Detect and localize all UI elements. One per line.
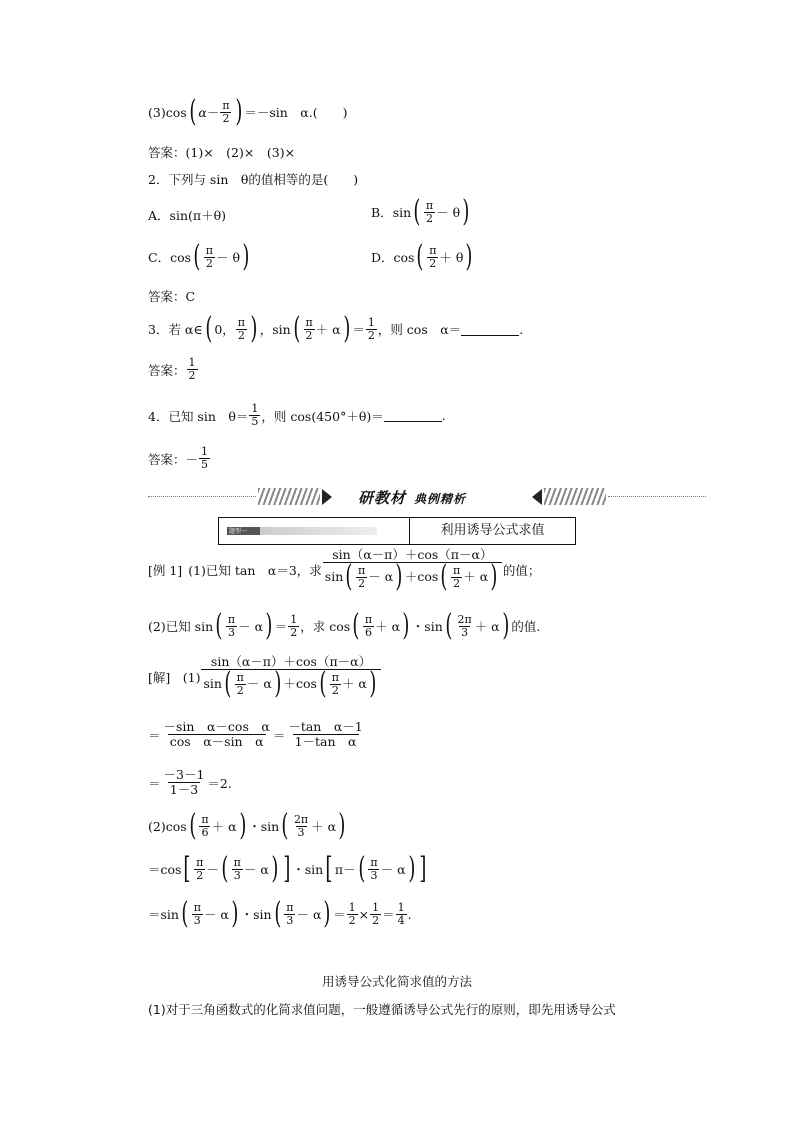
q3-statement bbox=[148, 94, 348, 129]
topic-tag-bar bbox=[227, 527, 377, 535]
q4-statement bbox=[148, 403, 446, 428]
num: π bbox=[227, 612, 236, 626]
cos-text: ，求 cos bbox=[300, 619, 351, 634]
num: π bbox=[425, 198, 434, 212]
fraction bbox=[199, 446, 210, 471]
equals: ＝ bbox=[274, 619, 288, 634]
minus-alpha: － α bbox=[243, 862, 269, 877]
paren-left: ( bbox=[215, 608, 223, 643]
den: 3 bbox=[233, 868, 241, 882]
minus: － bbox=[206, 105, 220, 120]
zero: 0， bbox=[214, 322, 235, 337]
den: 2 bbox=[425, 211, 433, 225]
paren-right: ) bbox=[271, 851, 279, 886]
answer-4 bbox=[148, 446, 211, 471]
answer-2: 答案：C bbox=[148, 289, 196, 304]
den: 3 bbox=[370, 868, 378, 882]
stripe-decoration-right bbox=[544, 488, 606, 505]
paren-left: ( bbox=[193, 239, 201, 274]
pi-over-2 bbox=[220, 100, 231, 125]
two-pi-over-3 bbox=[455, 614, 473, 639]
answer-3 bbox=[148, 357, 199, 382]
q3-rhs: ＝－sin α.( ) bbox=[244, 105, 348, 120]
num: 2π bbox=[293, 812, 309, 826]
result: ＝2. bbox=[207, 775, 232, 791]
num: －tan α－1 bbox=[288, 719, 363, 734]
plus-alpha: ＋ α bbox=[315, 322, 341, 337]
equals: ＝ bbox=[382, 907, 395, 922]
paren-right: ) bbox=[465, 239, 473, 274]
num: －3－1 bbox=[163, 767, 205, 782]
num: π bbox=[305, 315, 313, 329]
num: π bbox=[196, 855, 204, 869]
den: 2 bbox=[372, 913, 380, 927]
pi-over-3 bbox=[284, 902, 295, 927]
pi-over-2 bbox=[303, 317, 314, 342]
paren-left: ( bbox=[181, 896, 189, 931]
denominator bbox=[201, 666, 380, 701]
topic-title: 利用诱导公式求值 bbox=[440, 523, 545, 538]
num: －sin α－cos α bbox=[163, 719, 270, 734]
num: π bbox=[331, 670, 339, 684]
q3b-statement bbox=[148, 311, 524, 346]
label: D．cos bbox=[371, 250, 415, 265]
bracket-right: ] bbox=[282, 851, 290, 886]
den: 2 bbox=[222, 111, 230, 125]
bracket-left: [ bbox=[183, 851, 191, 886]
paren-right: ) bbox=[265, 608, 273, 643]
den: 6 bbox=[201, 825, 209, 839]
pi-over-2 bbox=[356, 565, 367, 590]
tail: － θ bbox=[436, 205, 461, 220]
alpha: α bbox=[198, 104, 207, 120]
num: 1 bbox=[348, 900, 356, 914]
label: C．cos bbox=[148, 250, 192, 265]
paren-left: ( bbox=[281, 808, 289, 843]
fraction bbox=[286, 720, 364, 749]
cos-text: cos bbox=[165, 104, 187, 120]
solution-line-1 bbox=[148, 654, 382, 701]
num: π bbox=[222, 98, 230, 112]
pi-over-6 bbox=[199, 814, 210, 839]
num: 1 bbox=[290, 612, 298, 626]
plus-alpha: ＋ α bbox=[311, 819, 337, 834]
num: π bbox=[237, 315, 246, 329]
num: 2π bbox=[457, 612, 472, 626]
den: 2 bbox=[236, 683, 244, 697]
paren-left: ( bbox=[273, 896, 281, 931]
pi-over-2 bbox=[235, 672, 246, 697]
paren-right: ) bbox=[234, 94, 242, 129]
fraction bbox=[187, 357, 198, 382]
sin-text: ・sin bbox=[292, 862, 324, 877]
den: 2 bbox=[348, 913, 356, 927]
q2-option-a: A．sin(π＋θ) bbox=[148, 208, 226, 223]
sin-text: ，sin bbox=[259, 322, 291, 337]
den: 2 bbox=[237, 328, 245, 342]
example-label: [例 1] bbox=[148, 562, 183, 578]
one-half bbox=[347, 902, 358, 927]
paren-right: ) bbox=[369, 666, 377, 701]
plus-alpha: ＋ α bbox=[474, 619, 500, 634]
den: 2 bbox=[429, 256, 437, 270]
paren-left: ( bbox=[345, 559, 353, 594]
numerator: sin（α－π）＋cos（π－α） bbox=[332, 547, 493, 562]
num: π bbox=[233, 855, 241, 869]
paren-right: ) bbox=[238, 808, 246, 843]
den: 2 bbox=[196, 868, 204, 882]
den: 2 bbox=[305, 328, 313, 342]
num: π bbox=[364, 612, 373, 626]
paren-left: ( bbox=[352, 608, 360, 643]
equals: ＝ bbox=[352, 322, 365, 337]
num: 1 bbox=[188, 356, 196, 369]
lead: (1)已知 tan α＝3，求 bbox=[188, 562, 322, 578]
den: 3 bbox=[227, 625, 235, 639]
num: 1 bbox=[367, 315, 375, 329]
cos-text: ＋cos bbox=[404, 569, 439, 584]
big-fraction bbox=[323, 547, 502, 594]
lead: 3．若 α∈ bbox=[148, 322, 203, 337]
stripe-decoration-left bbox=[258, 488, 320, 505]
paren-right: ) bbox=[462, 194, 470, 229]
pi-minus: π－ bbox=[334, 862, 356, 877]
pi-over-2 bbox=[194, 857, 205, 882]
paren-left: ( bbox=[224, 666, 232, 701]
plus-alpha: ＋ α bbox=[463, 569, 489, 584]
pi-over-2 bbox=[451, 565, 462, 590]
title: 研教材 bbox=[358, 489, 407, 507]
minus-alpha: － α bbox=[380, 862, 406, 877]
den: 3 bbox=[461, 625, 469, 639]
paren-left: ( bbox=[440, 559, 448, 594]
tail: ＋ θ bbox=[439, 250, 464, 265]
den: 2 bbox=[290, 625, 298, 639]
paren-right: ) bbox=[407, 851, 415, 886]
minus-alpha: － α bbox=[238, 619, 264, 634]
pi-over-3 bbox=[232, 857, 243, 882]
sin-text: ・sin bbox=[240, 907, 272, 922]
arrow-right-icon bbox=[322, 489, 332, 505]
den: 5 bbox=[201, 458, 209, 471]
equals: ＝ bbox=[333, 907, 346, 922]
num: π bbox=[201, 812, 209, 826]
big-fraction bbox=[201, 654, 380, 701]
tail: ，则 cos α＝ bbox=[377, 322, 462, 337]
subtitle: 典例精析 bbox=[414, 492, 467, 506]
bracket-right: ] bbox=[419, 851, 427, 886]
fraction bbox=[249, 403, 260, 428]
pi-over-3 bbox=[226, 614, 237, 639]
label: B．sin bbox=[371, 205, 412, 220]
pi-over-3 bbox=[368, 857, 379, 882]
num: π bbox=[205, 243, 213, 257]
minus: － bbox=[206, 862, 219, 877]
q2-option-c bbox=[148, 239, 252, 274]
pi-over-2 bbox=[236, 317, 247, 342]
paren-right: ) bbox=[338, 808, 346, 843]
tail: － θ bbox=[215, 250, 240, 265]
arrow-left-icon bbox=[532, 489, 542, 505]
q2-option-b bbox=[371, 194, 472, 229]
paren-left: ( bbox=[189, 94, 197, 129]
equals: ＝ bbox=[148, 775, 161, 791]
topic-tag: 题型一 bbox=[229, 528, 248, 535]
solution-line-4 bbox=[148, 808, 348, 843]
den: 2 bbox=[188, 369, 196, 382]
num: π bbox=[429, 243, 437, 257]
num: π bbox=[370, 855, 378, 869]
den: 1－3 bbox=[169, 782, 199, 797]
bracket-left: [ bbox=[325, 851, 333, 886]
solution-line-3 bbox=[148, 768, 232, 797]
equals: ＝ bbox=[148, 727, 161, 743]
sin-text: ・sin bbox=[248, 819, 280, 834]
times: × bbox=[358, 906, 370, 922]
example-1-part-1 bbox=[148, 547, 541, 594]
num: π bbox=[357, 563, 366, 577]
example-1-part-2 bbox=[148, 608, 541, 643]
paren-right: ) bbox=[490, 559, 498, 594]
one-half bbox=[366, 317, 377, 342]
pi-over-2 bbox=[424, 200, 435, 225]
lead: 4．已知 sin θ＝ bbox=[148, 408, 249, 424]
cos-text: ＝cos bbox=[148, 862, 182, 877]
lead: (2)已知 sin bbox=[148, 619, 214, 634]
sin-text: ・sin bbox=[411, 619, 443, 634]
solution-line-5 bbox=[148, 851, 429, 886]
den: 3 bbox=[297, 825, 305, 839]
paren-right: ) bbox=[231, 896, 239, 931]
paren-right: ) bbox=[250, 311, 258, 346]
paren-right: ) bbox=[323, 896, 331, 931]
dotted-rule-left bbox=[148, 496, 256, 497]
answer-blank bbox=[384, 409, 442, 422]
fraction bbox=[162, 768, 207, 797]
num: 1 bbox=[397, 900, 405, 914]
num: π bbox=[236, 670, 244, 684]
answer-1: 答案：(1)× (2)× (3)× bbox=[148, 145, 296, 160]
paren-left: ( bbox=[319, 666, 327, 701]
solution-line-2 bbox=[148, 720, 366, 749]
paren-right: ) bbox=[242, 239, 250, 274]
tail: 的值. bbox=[511, 619, 541, 634]
topic-tag-cell bbox=[219, 518, 410, 544]
paren-left: ( bbox=[293, 311, 301, 346]
num: π bbox=[286, 900, 294, 914]
denominator bbox=[323, 559, 502, 594]
den: 3 bbox=[286, 913, 294, 927]
minus-alpha: － α bbox=[368, 569, 394, 584]
solution-line-6 bbox=[148, 896, 412, 931]
answer-blank bbox=[461, 323, 519, 336]
paren-right: ) bbox=[402, 608, 410, 643]
label: 答案： bbox=[148, 362, 186, 378]
numerator: sin（α－π）＋cos（π－α） bbox=[210, 654, 372, 669]
paren-left: ( bbox=[189, 808, 197, 843]
den: 1－tan α bbox=[294, 734, 357, 749]
paren-right: ) bbox=[342, 311, 350, 346]
plus-alpha: ＋ α bbox=[375, 619, 401, 634]
solution-label: [解] (1) bbox=[148, 669, 201, 685]
den: 5 bbox=[251, 415, 259, 428]
den: 2 bbox=[358, 576, 366, 590]
minus-alpha: － α bbox=[296, 907, 322, 922]
pi-over-2 bbox=[330, 672, 341, 697]
pi-over-3 bbox=[192, 902, 203, 927]
num: 1 bbox=[201, 445, 209, 458]
section-banner bbox=[148, 486, 706, 508]
one-quarter bbox=[396, 902, 407, 927]
num: π bbox=[453, 563, 461, 577]
topic-box bbox=[218, 517, 576, 545]
one-half bbox=[288, 614, 299, 639]
minus-alpha: － α bbox=[246, 676, 272, 691]
den: 6 bbox=[365, 625, 373, 639]
period: . bbox=[407, 906, 412, 922]
method-paragraph: (1)对于三角函数式的化简求值问题，一般遵循诱导公式先行的原则，即先用诱导公式 bbox=[148, 1002, 616, 1017]
pi-over-2 bbox=[427, 245, 438, 270]
banner-title bbox=[358, 487, 466, 508]
sin-text: ＝sin bbox=[148, 907, 179, 922]
den: 3 bbox=[193, 913, 201, 927]
equals: ＝ bbox=[272, 727, 286, 743]
cos-text: ＋cos bbox=[283, 676, 317, 691]
dotted-rule-right bbox=[608, 496, 706, 497]
den: 2 bbox=[205, 256, 213, 270]
paren-left: ( bbox=[413, 194, 421, 229]
tail: ，则 cos(450°＋θ)＝ bbox=[261, 408, 384, 424]
num: 1 bbox=[372, 900, 380, 914]
den: 4 bbox=[397, 913, 405, 927]
period: . bbox=[441, 408, 446, 423]
paren-left: ( bbox=[445, 608, 453, 643]
plus-alpha: ＋ α bbox=[341, 676, 367, 691]
plus-alpha: ＋ α bbox=[211, 819, 237, 834]
paren-left: ( bbox=[416, 239, 424, 274]
pi-over-6 bbox=[363, 614, 374, 639]
den: cos α－sin α bbox=[169, 734, 264, 749]
paren-left: ( bbox=[357, 851, 366, 886]
paren-right: ) bbox=[395, 559, 403, 594]
two-pi-over-3 bbox=[292, 814, 310, 839]
period: . bbox=[519, 321, 524, 337]
label: 答案：－ bbox=[148, 451, 199, 467]
minus-alpha: － α bbox=[203, 907, 229, 922]
paren-left: ( bbox=[204, 311, 212, 346]
den: 2 bbox=[331, 683, 339, 697]
den: 2 bbox=[367, 328, 375, 342]
paren-left: ( bbox=[221, 851, 229, 886]
sin-text: sin bbox=[324, 569, 344, 584]
method-title: 用诱导公式化简求值的方法 bbox=[321, 974, 472, 989]
num: 1 bbox=[251, 402, 259, 415]
q3-label: (3) bbox=[148, 104, 166, 120]
fraction bbox=[162, 720, 272, 749]
pi-over-2 bbox=[204, 245, 215, 270]
tail: 的值； bbox=[502, 562, 541, 578]
paren-right: ) bbox=[274, 666, 282, 701]
one-half bbox=[370, 902, 381, 927]
q2-option-d bbox=[371, 239, 475, 274]
den: 2 bbox=[453, 576, 461, 590]
q2-stem: 2．下列与 sin θ的值相等的是( ) bbox=[148, 172, 359, 187]
paren-right: ) bbox=[501, 608, 509, 643]
num: π bbox=[193, 900, 201, 914]
sin-text: sin bbox=[203, 676, 222, 691]
lead: (2)cos bbox=[148, 818, 187, 834]
